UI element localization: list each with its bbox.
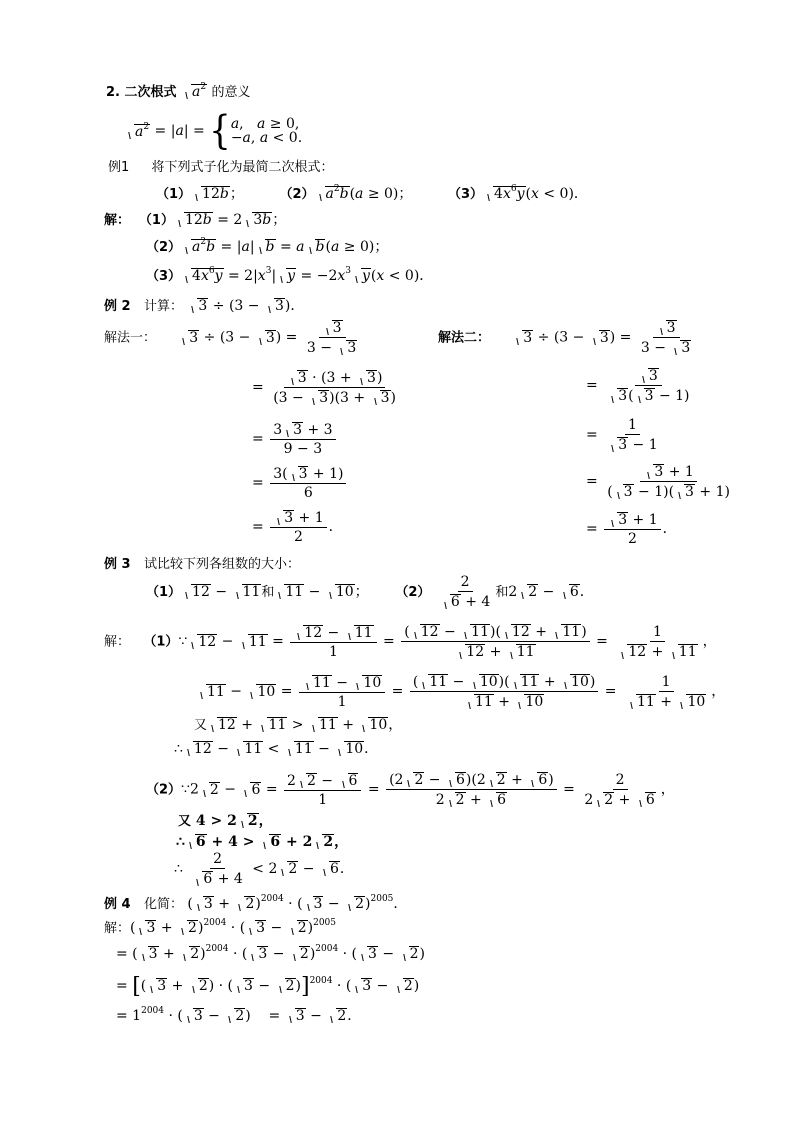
example1-solution-3: （3） $4x^6y = 2|x^3|$ $y = -2x^3$ y(x < 0)． — [146, 266, 434, 284]
example4-solution-3: = [( 3 + 2) · ( 3 − 2)]$^{2004}$ · ( 3 − 2) — [116, 974, 420, 999]
example2-heading: 例 2 计算： 3 ÷ (3 − 3)． — [104, 298, 305, 314]
example3-heading: 例 3 试比较下列各组数的大小： — [104, 557, 300, 572]
sqrt-a-squared: $a^2$ — [182, 84, 207, 99]
method2-step2: = $\frac{3}{3( 3 - 1)}$ — [586, 368, 690, 404]
example4-label: 例 4 — [104, 897, 131, 912]
example1-items: （1） 12b； （2） $a^2b(a \ge 0)$； （3） $4x^6y(x < 0)$． — [156, 184, 588, 202]
method2-step3: = $\frac{1}{3 - 1}$ — [586, 417, 658, 453]
section-title — [106, 84, 251, 99]
example1-solution-1: 解： （1） 12b = 2 3b； — [104, 212, 287, 228]
example3-solution-1b: 11 − 10 = $\frac{11 - 10}{1}$ = $\frac{( 11 - 10)( 11 + 10)}{11 + 10}$ = $\frac{1}{11 + 10}$ ， — [196, 674, 725, 709]
example3-items: （1） 12 − 11和 11 − 10； （2） $\frac{2}{6 + 4}$ 和2 2 − 6． — [146, 574, 594, 610]
section-title-suffix: 的意义 — [211, 85, 251, 100]
example3-label: 例 3 — [104, 557, 131, 572]
example2-label: 例 2 — [104, 299, 131, 314]
definition-formula: $a^2 = |a|$ = { a, a ≥ 0, −a, a < 0. — [124, 114, 302, 148]
example3-solution-1d: ∴ 12 − 11 < 11 − 10． — [174, 741, 379, 757]
example2-method2: 解法二： 3 ÷ (3 − 3) = $\frac{3}{3 - 3}$ — [438, 320, 691, 356]
example3-solution-2b: 又 4 > 2 2， — [178, 813, 273, 829]
method2-step4: = $\frac{3 + 1}{( 3 - 1)( 3 + 1)}$ — [586, 464, 730, 500]
method2-step5: = $\frac{3 + 1}{2}$ ． — [586, 512, 677, 547]
example1-solution-2: （2） $a^2b = |a|$ b = a b(a ≥ 0)； — [146, 237, 389, 255]
example4-solution-2: = ( 3 + 2)$^{2004}$ · ( 3 − 2)$^{2004}$ · ( 3 − 2) — [116, 944, 425, 962]
example3-solution-1c: 又 12 + 11 > 11 + 10， — [194, 717, 403, 733]
example4-heading: 例 4 化简： ( 3 + 2)$^{2004}$ · ( 3 − 2)$^{2005}$． — [104, 894, 408, 912]
example4-solution-1: 解：( 3 + 2)$^{2004}$ · ( 3 − 2)$^{2005}$ — [104, 918, 337, 936]
section-title-text: 2. 二次根式 — [106, 85, 177, 100]
method1-step2: = $\frac{3 \cdot (3 + 3)}{(3 - 3)(3 + 3)}$ — [252, 370, 396, 406]
example1-label: 例1 — [108, 160, 130, 175]
example1-heading — [108, 160, 334, 174]
method1-step4: = $\frac{3( 3 + 1)}{6}$ — [252, 466, 348, 500]
method1-step5: = $\frac{3 + 1}{2}$ ． — [252, 510, 343, 545]
example3-solution-1a: 解： （1）∵ 12 − 11 = $\frac{12 - 11}{1}$ = $\frac{( 12 - 11)( 12 + 11)}{12 + 11}$ = $\frac{1}{12 + 11}$ ， — [104, 623, 717, 660]
example4-solution-4: = $1^{2004}$ · ( 3 − 2) = 3 − 2． — [116, 1006, 362, 1024]
example2-method1: 解法一： 3 ÷ (3 − 3) = $\frac{3}{3 - 3}$ — [104, 320, 357, 356]
method1-step3: = $\frac{3 3 + 3}{9 - 3}$ — [252, 422, 338, 456]
example3-solution-2d: ∴ $\frac{2}{6 + 4}$ < 2 2 − 6． — [174, 851, 354, 887]
example1-prompt: 将下列式子化为最简二次根式： — [151, 160, 334, 175]
example3-solution-2c: ∴ 6 + 4 > 6 + 2 2， — [176, 834, 349, 850]
example3-solution-2a: （2）∵2 2 − 6 = $\frac{2 2 - 6}{1}$ = $\frac{(2 2 - 6)(2 2 + 6)}{2 2 + 6}$ = $\frac{2}{2 2 + 6}$ ， — [146, 771, 675, 808]
